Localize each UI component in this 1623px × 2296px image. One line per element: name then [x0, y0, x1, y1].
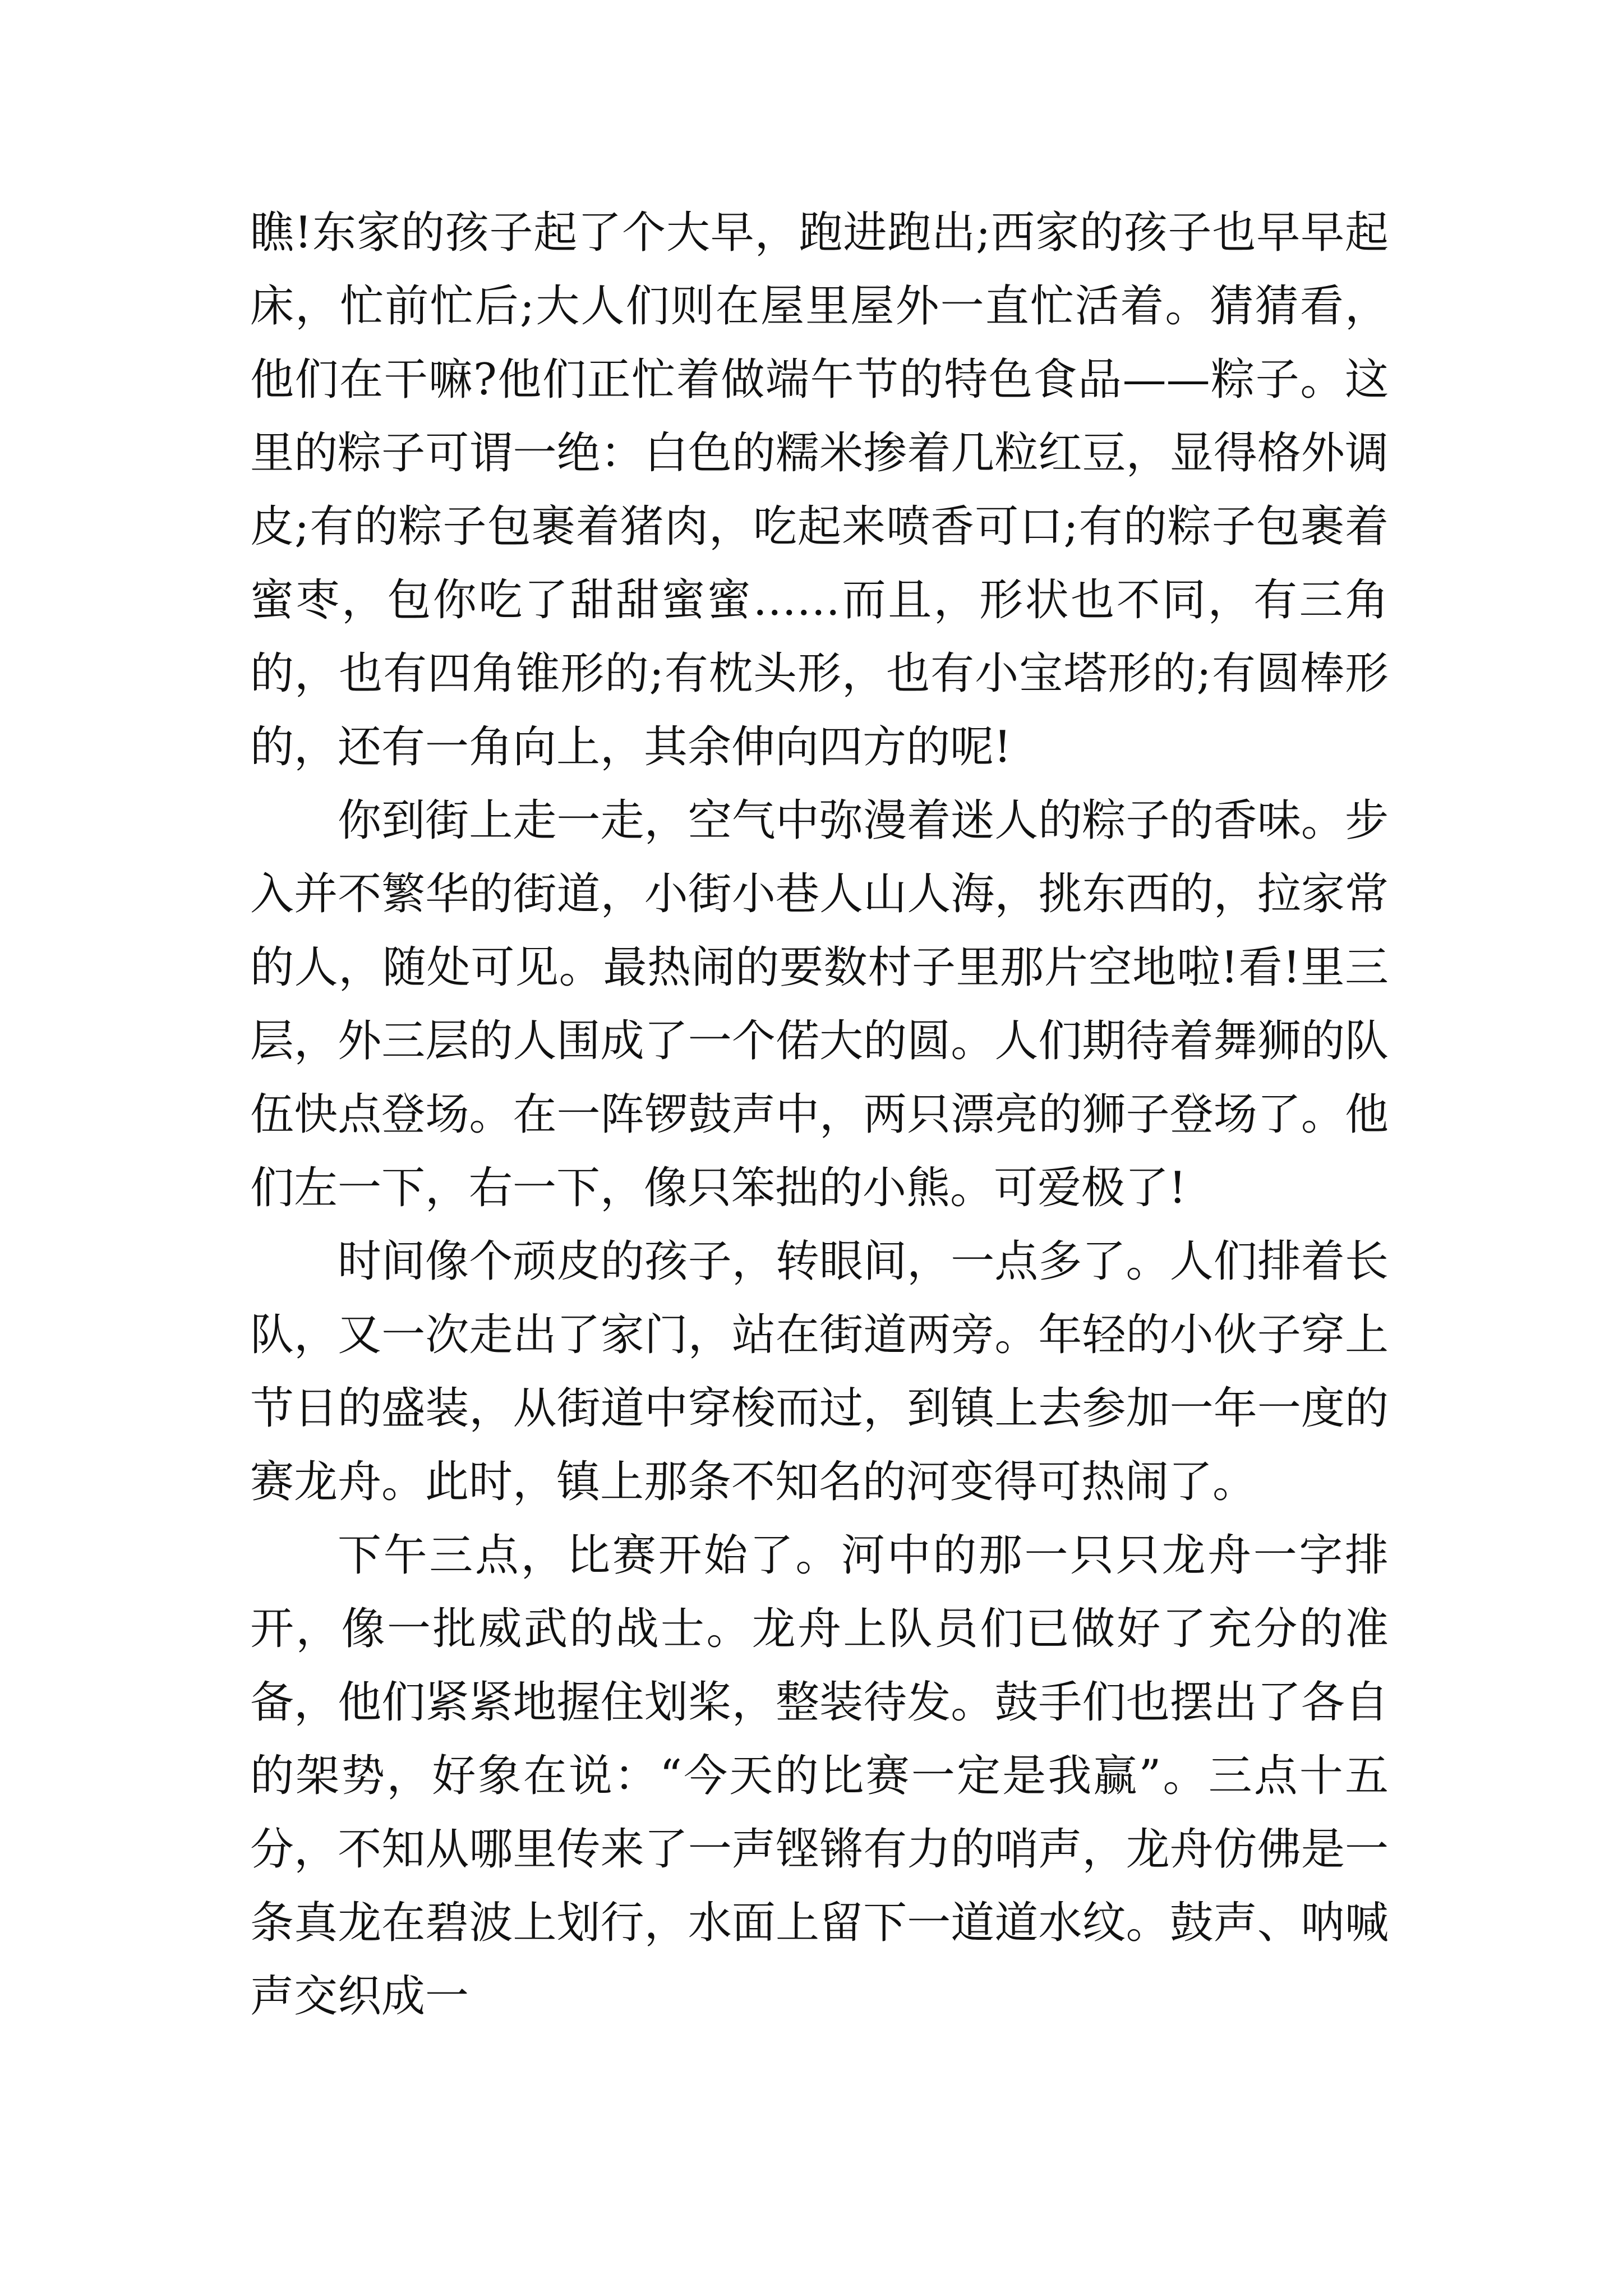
paragraph-4: 下午三点，比赛开始了。河中的那一只只龙舟一字排开，像一批威武的战士。龙舟上队员们已做好了充分的准备，他们紧紧地握住划桨，整装待发。鼓手们也摆出了各自的架势，好象在说：“今天的比赛一定是我赢”。三点十五分，不知从哪里传来了一声铿锵有力的哨声，龙舟仿佛是一条真龙在碧波上划行，水面上留下一道道水纹。鼓声、呐喊声交织成一: [250, 1530, 1389, 2022]
document-body: [250, 196, 1389, 2033]
paragraph-1: 瞧!东家的孩子起了个大早，跑进跑出;西家的孩子也早早起床，忙前忙后;大人们则在屋里屋外一直忙活着。猜猜看，他们在干嘛?他们正忙着做端午节的特色食品——粽子。这里的粽子可谓一绝：白色的糯米掺着几粒红豆，显得格外调皮;有的粽子包裹着猪肉，吃起来喷香可口;有的粽子包裹着蜜枣，包你吃了甜甜蜜蜜……而且，形状也不同，有三角的，也有四角锥形的;有枕头形，也有小宝塔形的;有圆棒形的，还有一角向上，其余伸向四方的呢!: [250, 208, 1389, 772]
paragraph-3: 时间像个顽皮的孩子，转眼间，一点多了。人们排着长队，又一次走出了家门，站在街道两旁。年轻的小伙子穿上节日的盛装，从街道中穿梭而过，到镇上去参加一年一度的赛龙舟。此时，镇上那条不知名的河变得可热闹了。: [250, 1236, 1389, 1507]
paragraph-2: 你到街上走一走，空气中弥漫着迷人的粽子的香味。步入并不繁华的街道，小街小巷人山人海，挑东西的，拉家常的人，随处可见。最热闹的要数村子里那片空地啦!看!里三层，外三层的人围成了一个偌大的圆。人们期待着舞狮的队伍快点登场。在一阵锣鼓声中，两只漂亮的狮子登场了。他们左一下，右一下，像只笨拙的小熊。可爱极了!: [250, 795, 1389, 1213]
